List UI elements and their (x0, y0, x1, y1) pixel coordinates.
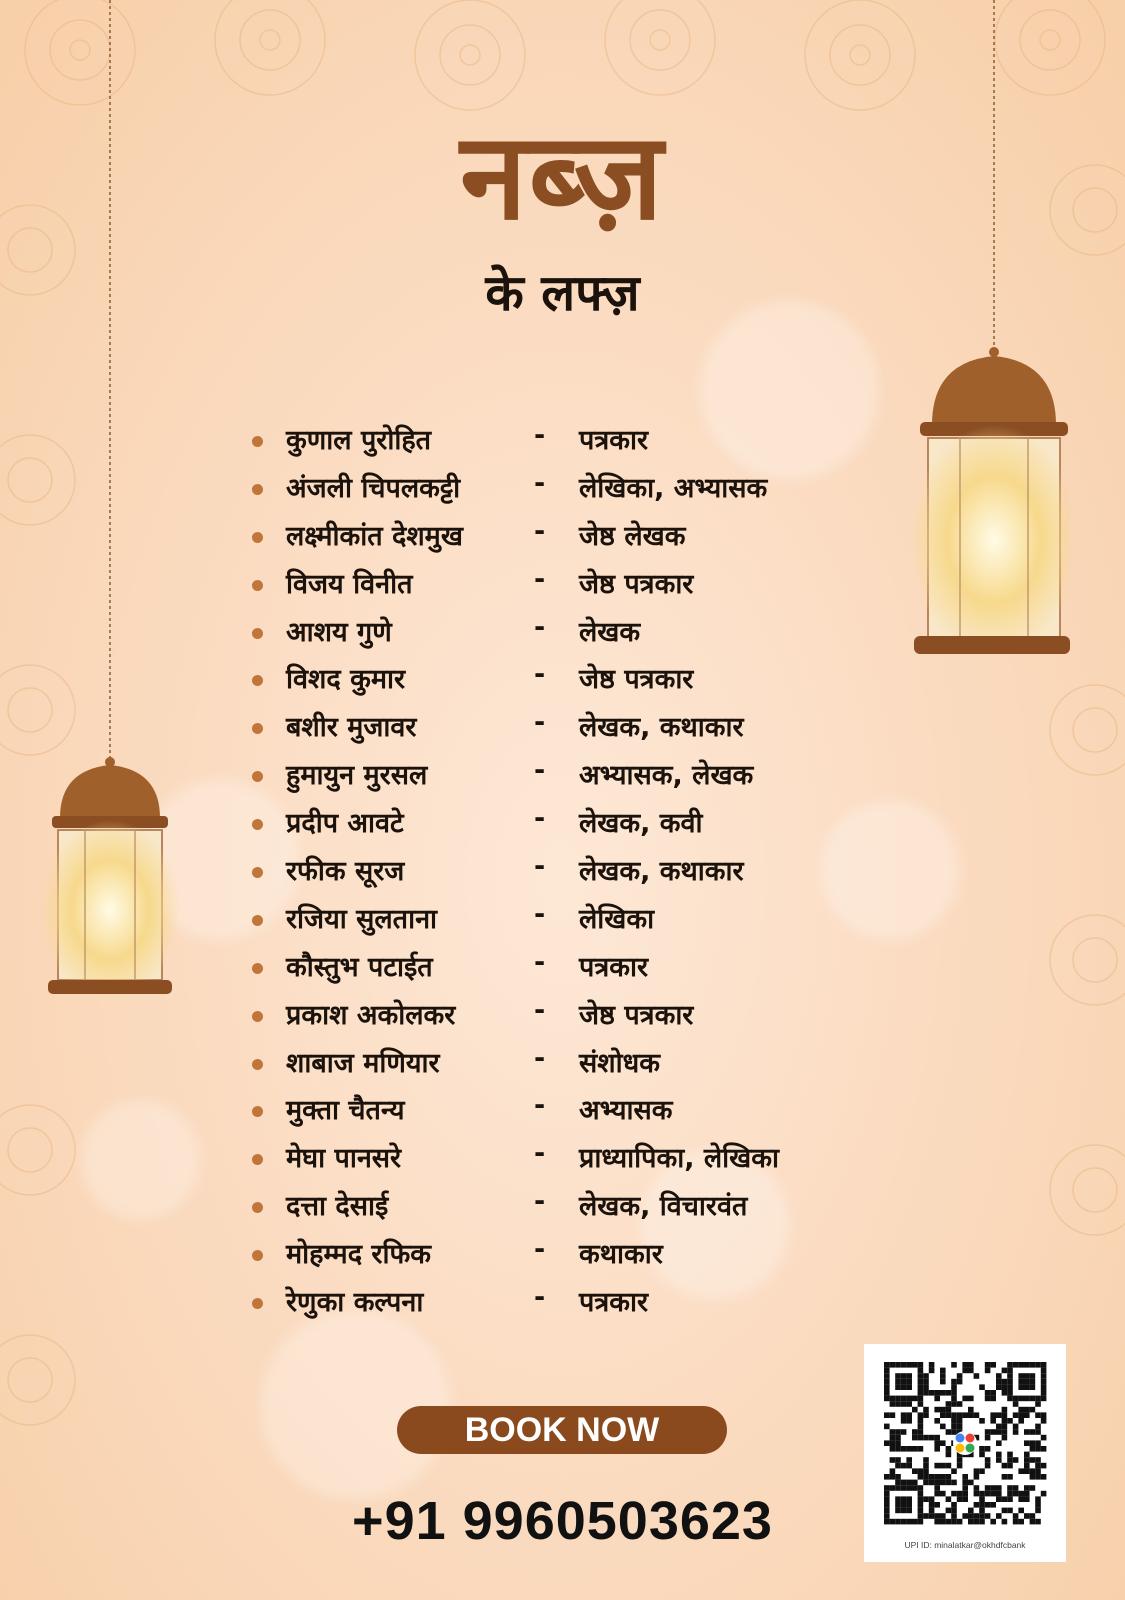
speaker-role: पत्रकार (579, 425, 649, 456)
speaker-name: मोहम्मद रफिक (286, 1239, 432, 1271)
speaker-row (252, 1280, 872, 1328)
qr-code-card (864, 1344, 1066, 1562)
separator-dash: - (534, 1138, 546, 1170)
bokeh-light (80, 1100, 200, 1220)
separator-dash: - (534, 755, 546, 787)
separator-dash: - (534, 659, 546, 691)
speaker-name: आशय गुणे (286, 616, 392, 648)
speaker-row (252, 897, 872, 945)
speaker-row (252, 753, 872, 801)
bullet-icon (252, 1059, 263, 1070)
speaker-row (252, 849, 872, 897)
bullet-icon (252, 580, 263, 591)
bullet-icon (252, 771, 263, 782)
speaker-name: मेघा पानसरे (286, 1143, 402, 1175)
separator-dash: - (534, 1282, 546, 1314)
speaker-name: विशद कुमार (286, 664, 406, 696)
separator-dash: - (534, 467, 546, 499)
speaker-role: अभ्यासक (579, 1095, 673, 1127)
speaker-role: लेखिका, अभ्यासक (579, 472, 768, 504)
speaker-role: कथाकार (579, 1239, 663, 1271)
speaker-role: पत्रकार (579, 1287, 649, 1319)
speaker-row (252, 1232, 872, 1280)
speaker-row (252, 1041, 872, 1089)
bullet-icon (252, 1250, 263, 1261)
speaker-name: बशीर मुजावर (286, 712, 417, 744)
speaker-role: संशोधक (579, 1047, 660, 1079)
separator-dash: - (534, 563, 546, 595)
speaker-name: अंजली चिपलकट्टी (286, 472, 461, 504)
speaker-row (252, 514, 872, 562)
speaker-name: प्रकाश अकोलकर (286, 999, 456, 1031)
speaker-role: लेखक (579, 616, 641, 648)
speaker-row (252, 1136, 872, 1184)
speaker-role: लेखक, विचारवंत (579, 1191, 748, 1223)
speaker-role: प्राध्यापिका, लेखिका (579, 1143, 779, 1175)
separator-dash: - (534, 1234, 546, 1266)
speaker-role: जेष्ठ पत्रकार (579, 999, 694, 1031)
bullet-icon (252, 915, 263, 926)
speaker-list (252, 418, 872, 1328)
separator-dash: - (534, 420, 546, 451)
speaker-role: जेष्ठ पत्रकार (579, 664, 694, 696)
speaker-name: लक्ष्मीकांत देशमुख (286, 520, 463, 552)
speaker-role: लेखक, कथाकार (579, 712, 744, 744)
separator-dash: - (534, 611, 546, 643)
speaker-row (252, 1088, 872, 1136)
separator-dash: - (534, 1186, 546, 1218)
bullet-icon (252, 675, 263, 686)
bullet-icon (252, 1106, 263, 1117)
separator-dash: - (534, 515, 546, 547)
speaker-name: दत्ता देसाई (286, 1191, 389, 1223)
separator-dash: - (534, 803, 546, 835)
speaker-name: विजय विनीत (286, 568, 413, 600)
bullet-icon (252, 963, 263, 974)
speaker-role: लेखक, कवी (579, 808, 703, 840)
bullet-icon (252, 819, 263, 830)
speaker-row (252, 418, 872, 466)
speaker-role: जेष्ठ लेखक (579, 520, 686, 552)
speaker-row (252, 801, 872, 849)
separator-dash: - (534, 851, 546, 883)
speaker-role: जेष्ठ पत्रकार (579, 568, 694, 600)
bullet-icon (252, 1011, 263, 1022)
bullet-icon (252, 1154, 263, 1165)
speaker-name: प्रदीप आवटे (286, 808, 404, 840)
separator-dash: - (534, 1090, 546, 1122)
separator-dash: - (534, 898, 546, 930)
speaker-name: मुक्ता चैतन्य (286, 1095, 405, 1127)
hanging-lantern-icon (910, 0, 1070, 680)
speaker-row (252, 945, 872, 993)
speaker-row (252, 1184, 872, 1232)
speaker-name: कौस्तुभ पटाईत (286, 951, 433, 983)
bullet-icon (252, 484, 263, 495)
speaker-name: रफीक सूरज (286, 856, 405, 888)
speaker-row (252, 610, 872, 658)
speaker-name: कुणाल पुरोहित (286, 425, 432, 456)
bullet-icon (252, 723, 263, 734)
book-now-button[interactable]: BOOK NOW (397, 1406, 727, 1454)
page-title: नब्ज़ (460, 108, 665, 247)
speaker-row (252, 993, 872, 1041)
speaker-name: हुमायुन मुरसल (286, 760, 428, 792)
speaker-role: पत्रकार (579, 951, 649, 983)
bullet-icon (252, 1298, 263, 1309)
bullet-icon (252, 532, 263, 543)
separator-dash: - (534, 707, 546, 739)
phone-number: +91 9960503623 (352, 1491, 773, 1551)
speaker-role: लेखक, कथाकार (579, 856, 744, 888)
bokeh-light (260, 1310, 450, 1500)
qr-code-icon (864, 1344, 1066, 1540)
bullet-icon (252, 628, 263, 639)
bullet-icon (252, 867, 263, 878)
speaker-name: शाबाज मणियार (286, 1047, 440, 1079)
bullet-icon (252, 1202, 263, 1213)
speaker-name: रजिया सुलताना (286, 903, 438, 935)
separator-dash: - (534, 1042, 546, 1074)
speaker-row (252, 705, 872, 753)
bullet-icon (252, 436, 263, 447)
separator-dash: - (534, 946, 546, 978)
page-subtitle: के लफ्ज़ (485, 264, 640, 322)
speaker-role: लेखिका (579, 903, 655, 935)
speaker-role: अभ्यासक, लेखक (579, 760, 754, 792)
speaker-name: रेणुका कल्पना (286, 1287, 424, 1319)
speaker-row (252, 657, 872, 705)
separator-dash: - (534, 994, 546, 1026)
speaker-row (252, 466, 872, 514)
speaker-row (252, 562, 872, 610)
upi-id-label: UPI ID: minalatkar@okhdfcbank (904, 1540, 1026, 1550)
